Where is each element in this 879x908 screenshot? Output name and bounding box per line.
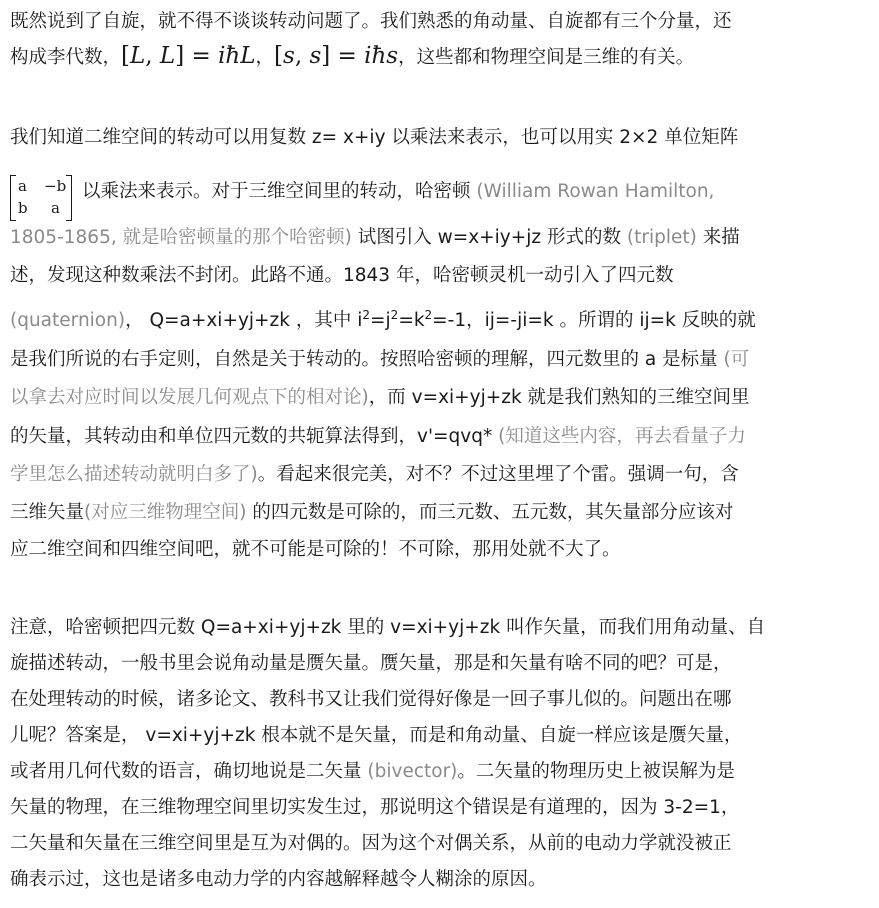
note-text: (William Rowan Hamilton,	[470, 181, 715, 202]
matrix-cell: a	[18, 177, 27, 195]
matrix-left-bracket	[10, 175, 16, 221]
text: 儿呢？答案是， v=xi+yj+zk 根本就不是矢量，而是和角动量、自旋一样应该是赝矢量，	[10, 725, 743, 746]
paragraph-3-line-5	[10, 754, 870, 790]
text: 。看起来很完美，对不？不过这里埋了个雷。强调一句，含	[257, 464, 739, 485]
superscript: 2	[424, 308, 433, 322]
paragraph-2-line-10	[10, 495, 870, 531]
text: 述，发现这种数乘法不封闭。此路不通。1843 年，哈密顿灵机一动引入了四元数	[10, 265, 674, 286]
superscript: 2	[362, 308, 371, 322]
formula-angular-momentum-commutator	[121, 43, 256, 69]
formula-spin-commutator	[274, 43, 398, 69]
paragraph-3-line-6	[10, 790, 870, 826]
formula-part: iħs	[364, 43, 399, 69]
paragraph-1-line-1	[10, 4, 870, 40]
formula-part: ] =	[321, 43, 365, 69]
text: ，	[255, 47, 275, 68]
paragraph-3-line-1	[10, 610, 870, 646]
text: 。二矢量的物理历史上被误解为是	[457, 761, 735, 782]
text: 或者用几何代数的语言，确切地说是二矢量	[10, 761, 368, 782]
paragraph-2-line-8	[10, 419, 870, 455]
text: ，这些都和物理空间是三维的有关。	[398, 47, 695, 68]
paragraph-3-line-4	[10, 718, 870, 754]
text: =j	[370, 310, 391, 331]
paragraph-2-line-11	[10, 532, 870, 568]
paragraph-2-line-6	[10, 342, 870, 378]
text: 的四元数是可除的，而三元数、五元数，其矢量部分应该对	[246, 502, 734, 523]
superscript: 2	[390, 308, 399, 322]
note-text: (quaternion)	[10, 310, 126, 331]
paragraph-2-line-3	[10, 220, 870, 256]
text: 旋描述转动，一般书里会说角动量是赝矢量。赝矢量，那是和矢量有啥不同的吧？可是，	[10, 653, 732, 674]
formula-part: s	[283, 43, 295, 69]
text: 是我们所说的右手定则，自然是关于转动的。按照哈密顿的理解，四元数里的 a 是标量	[10, 349, 718, 370]
paragraph-2-line-2	[10, 174, 870, 219]
text: 应二维空间和四维空间吧，就不可能是可除的！不可除，那用处就不大了。	[10, 539, 621, 560]
rotation-matrix	[10, 175, 72, 219]
formula-part: L	[130, 43, 146, 69]
paragraph-2-line-9	[10, 457, 870, 493]
paragraph-1-line-2	[10, 38, 870, 76]
text: 构成李代数，	[10, 47, 122, 68]
text: ， Q=a+xi+yj+zk ，其中 i	[125, 310, 363, 331]
text: 试图引入 w=x+iy+jz 形式的数	[351, 227, 621, 248]
formula-part: iħL	[218, 43, 256, 69]
formula-part: [	[121, 43, 130, 69]
text: =-1，ij=-ji=k 。所谓的 ij=k 反映的就	[432, 310, 756, 331]
text: =k	[398, 310, 425, 331]
paragraph-3-line-7	[10, 826, 870, 862]
matrix-cell: b	[18, 199, 28, 217]
text: ，而 v=xi+yj+zk 就是我们熟知的三维空间里	[368, 387, 750, 408]
text: 既然说到了自旋，就不得不谈谈转动问题了。我们熟悉的角动量、自旋都有三个分量，还	[10, 11, 732, 32]
paragraph-2-line-1	[10, 120, 870, 156]
text: 来描	[696, 227, 740, 248]
text: 我们知道二维空间的转动可以用复数 z= x+iy 以乘法来表示，也可以用实 2×2 单位矩阵	[10, 127, 739, 148]
paragraph-2-line-7	[10, 380, 870, 416]
text: 在处理转动的时候，诸多论文、教科书又让我们觉得好像是一回子事儿似的。问题出在哪	[10, 689, 732, 710]
paragraph-2-line-5	[10, 303, 870, 339]
text: 矢量的物理，在三维物理空间里切实发生过，那说明这个错误是有道理的，因为 3-2=1，	[10, 797, 740, 818]
paragraph-2-line-4	[10, 258, 870, 294]
text: 二矢量和矢量在三维空间里是互为对偶的。因为这个对偶关系，从前的电动力学就没被正	[10, 833, 732, 854]
paragraph-3-line-3	[10, 682, 870, 718]
note-text: 以拿去对应时间以发展几何观点下的相对论)	[10, 387, 369, 408]
formula-part: [	[274, 43, 284, 69]
paragraph-3-line-2	[10, 646, 870, 682]
note-text: 学里怎么描述转动就明白多了)	[10, 464, 258, 485]
matrix-cell: −b	[44, 177, 67, 195]
text: 三维矢量	[10, 502, 85, 523]
text: 确表示过，这也是诸多电动力学的内容越解释越令人糊涂的原因。	[10, 869, 547, 890]
note-text: (bivector)	[367, 761, 458, 782]
formula-part: s	[309, 43, 322, 69]
formula-part: ,	[145, 43, 153, 69]
paragraph-3-line-8	[10, 862, 870, 898]
note-text: (知道这些内容，再去看量子力	[498, 426, 746, 447]
text: 的矢量，其转动由和单位四元数的共轭算法得到，v'=qvq*	[10, 426, 499, 447]
text: 注意，哈密顿把四元数 Q=a+xi+yj+zk 里的 v=xi+yj+zk 叫作矢量，而我们用角动量、自	[10, 617, 766, 638]
formula-part: L	[159, 43, 176, 69]
matrix-right-bracket	[66, 175, 72, 221]
note-text: 1805-1865, 就是哈密顿量的那个哈密顿)	[10, 227, 352, 248]
note-text: (对应三维物理空间)	[84, 502, 247, 523]
formula-part: ,	[294, 43, 303, 69]
text: 以乘法来表示。对于三维空间里的转动，哈密顿	[82, 181, 471, 202]
formula-part: ] =	[175, 43, 219, 69]
note-text: (triplet)	[621, 227, 697, 248]
note-text: (可	[717, 349, 750, 370]
matrix-cell: a	[51, 199, 60, 217]
